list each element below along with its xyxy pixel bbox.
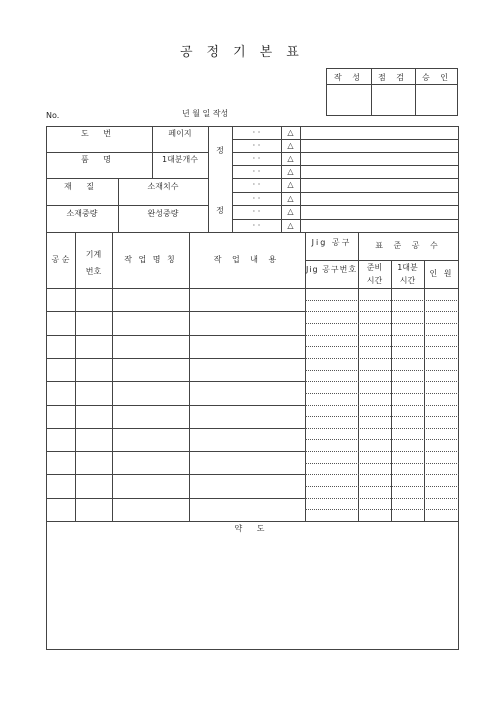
sketch-label: 약 도 bbox=[234, 524, 271, 533]
material-weight-label: 소재중량 bbox=[66, 209, 98, 218]
revision-date-cell[interactable]: · · bbox=[252, 128, 261, 137]
prep-time-header: 준비 시간 bbox=[366, 263, 383, 285]
revision-triangle-icon: △ bbox=[287, 221, 294, 230]
finished-weight-label: 완성중량 bbox=[147, 209, 179, 218]
date-created-label: 년 월 일 작성 bbox=[182, 109, 229, 118]
revision-date-cell[interactable]: · · bbox=[252, 154, 261, 163]
revision-date-cell[interactable]: · · bbox=[252, 207, 261, 216]
page-title: 공정기본표 bbox=[180, 45, 313, 60]
revision-content-cell[interactable] bbox=[301, 179, 458, 191]
operation-content-header: 작 업 내 용 bbox=[213, 255, 281, 264]
unit-time-header: 1대분 시간 bbox=[397, 263, 418, 285]
revision-date-cell[interactable]: · · bbox=[252, 194, 261, 203]
approval-box bbox=[326, 68, 458, 116]
revision-triangle-icon: △ bbox=[287, 207, 294, 216]
qty-per-unit-label: 1대분개수 bbox=[161, 155, 198, 164]
revision-date-cell[interactable]: · · bbox=[252, 221, 261, 230]
revision-content-cell[interactable] bbox=[301, 127, 458, 139]
revision-mark-bottom: 정 bbox=[216, 206, 224, 215]
page-label: 페이지 bbox=[168, 129, 192, 138]
revision-triangle-icon: △ bbox=[287, 141, 294, 150]
revision-date-cell[interactable]: · · bbox=[252, 167, 261, 176]
process-order-header: 공 순 bbox=[51, 255, 70, 264]
revision-triangle-icon: △ bbox=[287, 167, 294, 176]
document-number-label: No. bbox=[46, 111, 60, 120]
revision-date-cell[interactable]: · · bbox=[252, 180, 261, 189]
revision-triangle-icon: △ bbox=[287, 194, 294, 203]
revision-content-cell[interactable] bbox=[301, 166, 458, 178]
part-name-label: 품 명 bbox=[81, 155, 117, 164]
drawing-number-label: 도 번 bbox=[81, 129, 117, 138]
revision-triangle-icon: △ bbox=[287, 154, 294, 163]
approval-author-label: 작 성 bbox=[334, 73, 364, 82]
revision-content-cell[interactable] bbox=[301, 206, 458, 218]
workers-header: 인 원 bbox=[429, 269, 454, 278]
revision-content-cell[interactable] bbox=[301, 193, 458, 205]
operation-name-header: 작 업 명 칭 bbox=[124, 255, 177, 264]
material-label: 재 질 bbox=[64, 182, 100, 191]
revision-triangle-icon: △ bbox=[287, 128, 294, 137]
revision-mark-top: 정 bbox=[216, 146, 224, 155]
approval-review-label: 점 검 bbox=[378, 73, 408, 82]
jig-tool-header: Jig 공구 bbox=[311, 238, 352, 247]
revision-content-cell[interactable] bbox=[301, 220, 458, 232]
revision-content-cell[interactable] bbox=[301, 140, 458, 152]
jig-tool-number-header: Jig 공구번호 bbox=[305, 265, 358, 274]
revision-triangle-icon: △ bbox=[287, 180, 294, 189]
standard-manhours-header: 표 준 공 수 bbox=[375, 241, 442, 250]
material-size-label: 소재치수 bbox=[147, 182, 179, 191]
revision-content-cell[interactable] bbox=[301, 153, 458, 165]
sketch-area[interactable] bbox=[47, 536, 458, 649]
revision-date-cell[interactable]: · · bbox=[252, 141, 261, 150]
approval-approve-label: 승 인 bbox=[422, 73, 452, 82]
machine-number-header: 기계 번호 bbox=[85, 250, 102, 276]
